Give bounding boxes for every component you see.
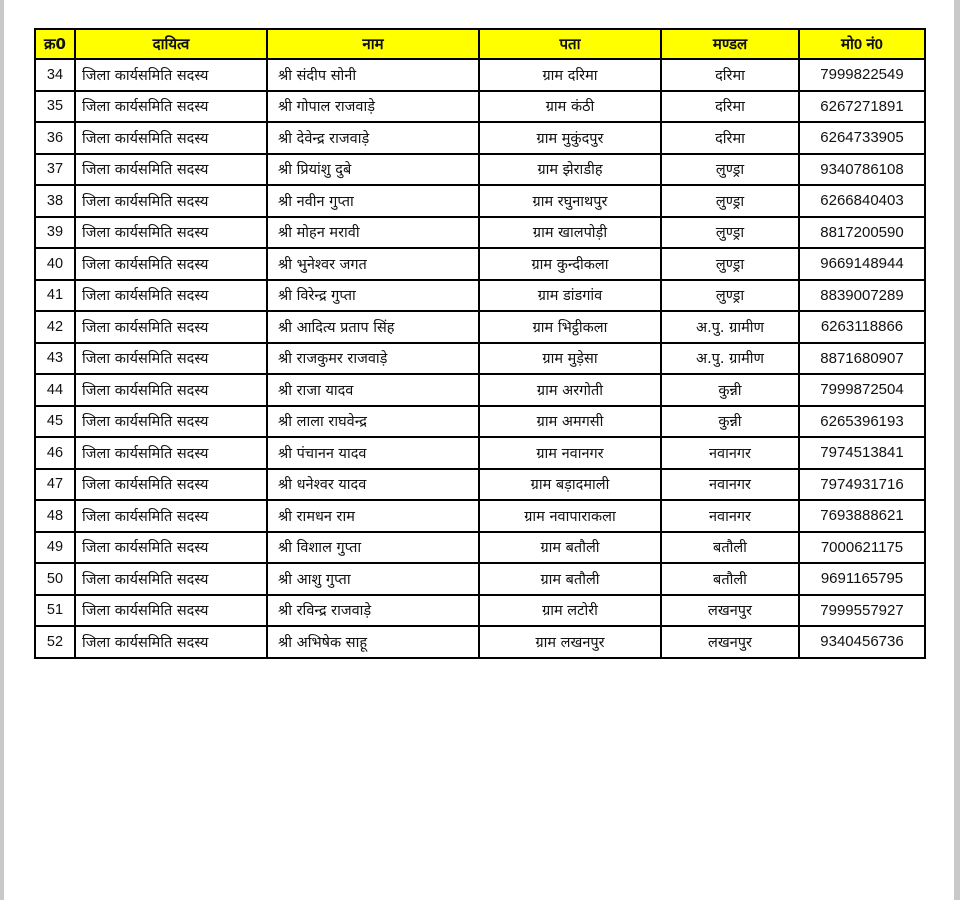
cell-mandal: लुण्ड्रा xyxy=(661,185,799,217)
cell-mandal: अ.पु. ग्रामीण xyxy=(661,311,799,343)
table-row xyxy=(35,406,925,438)
cell-mobile: 8871680907 xyxy=(799,343,925,375)
cell-address: ग्राम कुन्दीकला xyxy=(479,248,661,280)
cell-serial: 40 xyxy=(35,248,75,280)
cell-mandal: लखनपुर xyxy=(661,595,799,627)
table-row xyxy=(35,532,925,564)
cell-serial: 34 xyxy=(35,59,75,91)
cell-mobile: 9340786108 xyxy=(799,154,925,186)
cell-name: श्री देवेन्द्र राजवाड़े xyxy=(267,122,479,154)
cell-serial: 39 xyxy=(35,217,75,249)
cell-serial: 38 xyxy=(35,185,75,217)
table-row xyxy=(35,500,925,532)
cell-serial: 37 xyxy=(35,154,75,186)
cell-mobile: 6266840403 xyxy=(799,185,925,217)
cell-mandal: लुण्ड्रा xyxy=(661,280,799,312)
cell-name: श्री पंचानन यादव xyxy=(267,437,479,469)
cell-mobile: 6265396193 xyxy=(799,406,925,438)
cell-role: जिला कार्यसमिति सदस्य xyxy=(75,406,267,438)
cell-mobile: 7999872504 xyxy=(799,374,925,406)
cell-role: जिला कार्यसमिति सदस्य xyxy=(75,532,267,564)
table-row xyxy=(35,280,925,312)
cell-address: ग्राम कंठी xyxy=(479,91,661,123)
cell-mandal: कुन्नी xyxy=(661,374,799,406)
cell-name: श्री नवीन गुप्ता xyxy=(267,185,479,217)
cell-address: ग्राम मुकुंदपुर xyxy=(479,122,661,154)
cell-mobile: 7000621175 xyxy=(799,532,925,564)
cell-name: श्री रामधन राम xyxy=(267,500,479,532)
cell-serial: 52 xyxy=(35,626,75,658)
cell-mandal: बतौली xyxy=(661,563,799,595)
cell-serial: 49 xyxy=(35,532,75,564)
table-header-row xyxy=(35,29,925,59)
table-row xyxy=(35,374,925,406)
cell-address: ग्राम बतौली xyxy=(479,532,661,564)
cell-role: जिला कार्यसमिति सदस्य xyxy=(75,154,267,186)
cell-serial: 35 xyxy=(35,91,75,123)
cell-address: ग्राम अरगोती xyxy=(479,374,661,406)
table-row xyxy=(35,154,925,186)
cell-name: श्री अभिषेक साहू xyxy=(267,626,479,658)
table-row xyxy=(35,217,925,249)
table-row xyxy=(35,343,925,375)
cell-role: जिला कार्यसमिति सदस्य xyxy=(75,59,267,91)
cell-mobile: 9669148944 xyxy=(799,248,925,280)
cell-name: श्री राजा यादव xyxy=(267,374,479,406)
document-page xyxy=(4,0,954,900)
cell-role: जिला कार्यसमिति सदस्य xyxy=(75,248,267,280)
cell-role: जिला कार्यसमिति सदस्य xyxy=(75,626,267,658)
cell-mandal: अ.पु. ग्रामीण xyxy=(661,343,799,375)
cell-mandal: नवानगर xyxy=(661,500,799,532)
cell-role: जिला कार्यसमिति सदस्य xyxy=(75,437,267,469)
cell-serial: 43 xyxy=(35,343,75,375)
cell-role: जिला कार्यसमिति सदस्य xyxy=(75,185,267,217)
cell-mandal: लुण्ड्रा xyxy=(661,217,799,249)
cell-address: ग्राम झेराडीह xyxy=(479,154,661,186)
cell-role: जिला कार्यसमिति सदस्य xyxy=(75,343,267,375)
cell-mobile: 8817200590 xyxy=(799,217,925,249)
cell-name: श्री आदित्य प्रताप सिंह xyxy=(267,311,479,343)
header-serial: क्र0 xyxy=(35,29,75,59)
cell-mandal: लुण्ड्रा xyxy=(661,154,799,186)
cell-mandal: बतौली xyxy=(661,532,799,564)
table-row xyxy=(35,437,925,469)
cell-mobile: 6264733905 xyxy=(799,122,925,154)
header-mandal: मण्डल xyxy=(661,29,799,59)
header-mobile: मो0 नं0 xyxy=(799,29,925,59)
cell-serial: 41 xyxy=(35,280,75,312)
cell-role: जिला कार्यसमिति सदस्य xyxy=(75,595,267,627)
cell-address: ग्राम मुड़ेसा xyxy=(479,343,661,375)
cell-mobile: 7999557927 xyxy=(799,595,925,627)
cell-role: जिला कार्यसमिति सदस्य xyxy=(75,563,267,595)
cell-address: ग्राम नवानगर xyxy=(479,437,661,469)
cell-address: ग्राम खालपोड़ी xyxy=(479,217,661,249)
table-row xyxy=(35,248,925,280)
cell-role: जिला कार्यसमिति सदस्य xyxy=(75,374,267,406)
cell-name: श्री विरेन्द्र गुप्ता xyxy=(267,280,479,312)
cell-address: ग्राम लखनपुर xyxy=(479,626,661,658)
cell-role: जिला कार्यसमिति सदस्य xyxy=(75,311,267,343)
table-row xyxy=(35,122,925,154)
cell-mandal: दरिमा xyxy=(661,59,799,91)
cell-mandal: लखनपुर xyxy=(661,626,799,658)
table-row xyxy=(35,311,925,343)
cell-mobile: 7974931716 xyxy=(799,469,925,501)
cell-name: श्री प्रियांशु दुबे xyxy=(267,154,479,186)
header-role: दायित्व xyxy=(75,29,267,59)
cell-address: ग्राम डांडगांव xyxy=(479,280,661,312)
cell-role: जिला कार्यसमिति सदस्य xyxy=(75,469,267,501)
cell-name: श्री धनेश्वर यादव xyxy=(267,469,479,501)
cell-name: श्री रविन्द्र राजवाड़े xyxy=(267,595,479,627)
cell-mobile: 7974513841 xyxy=(799,437,925,469)
cell-serial: 36 xyxy=(35,122,75,154)
cell-mobile: 7999822549 xyxy=(799,59,925,91)
cell-name: श्री भुनेश्वर जगत xyxy=(267,248,479,280)
cell-mandal: लुण्ड्रा xyxy=(661,248,799,280)
cell-serial: 46 xyxy=(35,437,75,469)
cell-serial: 48 xyxy=(35,500,75,532)
table-row xyxy=(35,595,925,627)
cell-address: ग्राम बड़ादमाली xyxy=(479,469,661,501)
cell-role: जिला कार्यसमिति सदस्य xyxy=(75,217,267,249)
table-row xyxy=(35,185,925,217)
cell-mobile: 9340456736 xyxy=(799,626,925,658)
cell-mandal: कुन्नी xyxy=(661,406,799,438)
cell-mandal: नवानगर xyxy=(661,469,799,501)
cell-mobile: 6267271891 xyxy=(799,91,925,123)
cell-role: जिला कार्यसमिति सदस्य xyxy=(75,280,267,312)
cell-serial: 51 xyxy=(35,595,75,627)
cell-mobile: 8839007289 xyxy=(799,280,925,312)
cell-mandal: दरिमा xyxy=(661,91,799,123)
cell-mobile: 7693888621 xyxy=(799,500,925,532)
cell-address: ग्राम बतौली xyxy=(479,563,661,595)
cell-address: ग्राम लटोरी xyxy=(479,595,661,627)
cell-serial: 45 xyxy=(35,406,75,438)
table-row xyxy=(35,563,925,595)
member-table xyxy=(34,28,926,659)
table-row xyxy=(35,626,925,658)
cell-mobile: 6263118866 xyxy=(799,311,925,343)
header-address: पता xyxy=(479,29,661,59)
cell-name: श्री आशु गुप्ता xyxy=(267,563,479,595)
cell-mobile: 9691165795 xyxy=(799,563,925,595)
header-name: नाम xyxy=(267,29,479,59)
cell-serial: 44 xyxy=(35,374,75,406)
cell-name: श्री मोहन मरावी xyxy=(267,217,479,249)
cell-address: ग्राम नवापाराकला xyxy=(479,500,661,532)
cell-name: श्री गोपाल राजवाड़े xyxy=(267,91,479,123)
table-row xyxy=(35,91,925,123)
table-body xyxy=(35,59,925,658)
cell-serial: 47 xyxy=(35,469,75,501)
table-row xyxy=(35,59,925,91)
cell-mandal: दरिमा xyxy=(661,122,799,154)
cell-name: श्री राजकुमर राजवाड़े xyxy=(267,343,479,375)
cell-role: जिला कार्यसमिति सदस्य xyxy=(75,91,267,123)
cell-role: जिला कार्यसमिति सदस्य xyxy=(75,500,267,532)
cell-mandal: नवानगर xyxy=(661,437,799,469)
cell-name: श्री लाला राघवेन्द्र xyxy=(267,406,479,438)
cell-address: ग्राम रघुनाथपुर xyxy=(479,185,661,217)
cell-name: श्री विशाल गुप्ता xyxy=(267,532,479,564)
cell-address: ग्राम अमगसी xyxy=(479,406,661,438)
cell-address: ग्राम दरिमा xyxy=(479,59,661,91)
table-row xyxy=(35,469,925,501)
cell-role: जिला कार्यसमिति सदस्य xyxy=(75,122,267,154)
cell-name: श्री संदीप सोनी xyxy=(267,59,479,91)
cell-address: ग्राम भिट्ठीकला xyxy=(479,311,661,343)
cell-serial: 50 xyxy=(35,563,75,595)
cell-serial: 42 xyxy=(35,311,75,343)
